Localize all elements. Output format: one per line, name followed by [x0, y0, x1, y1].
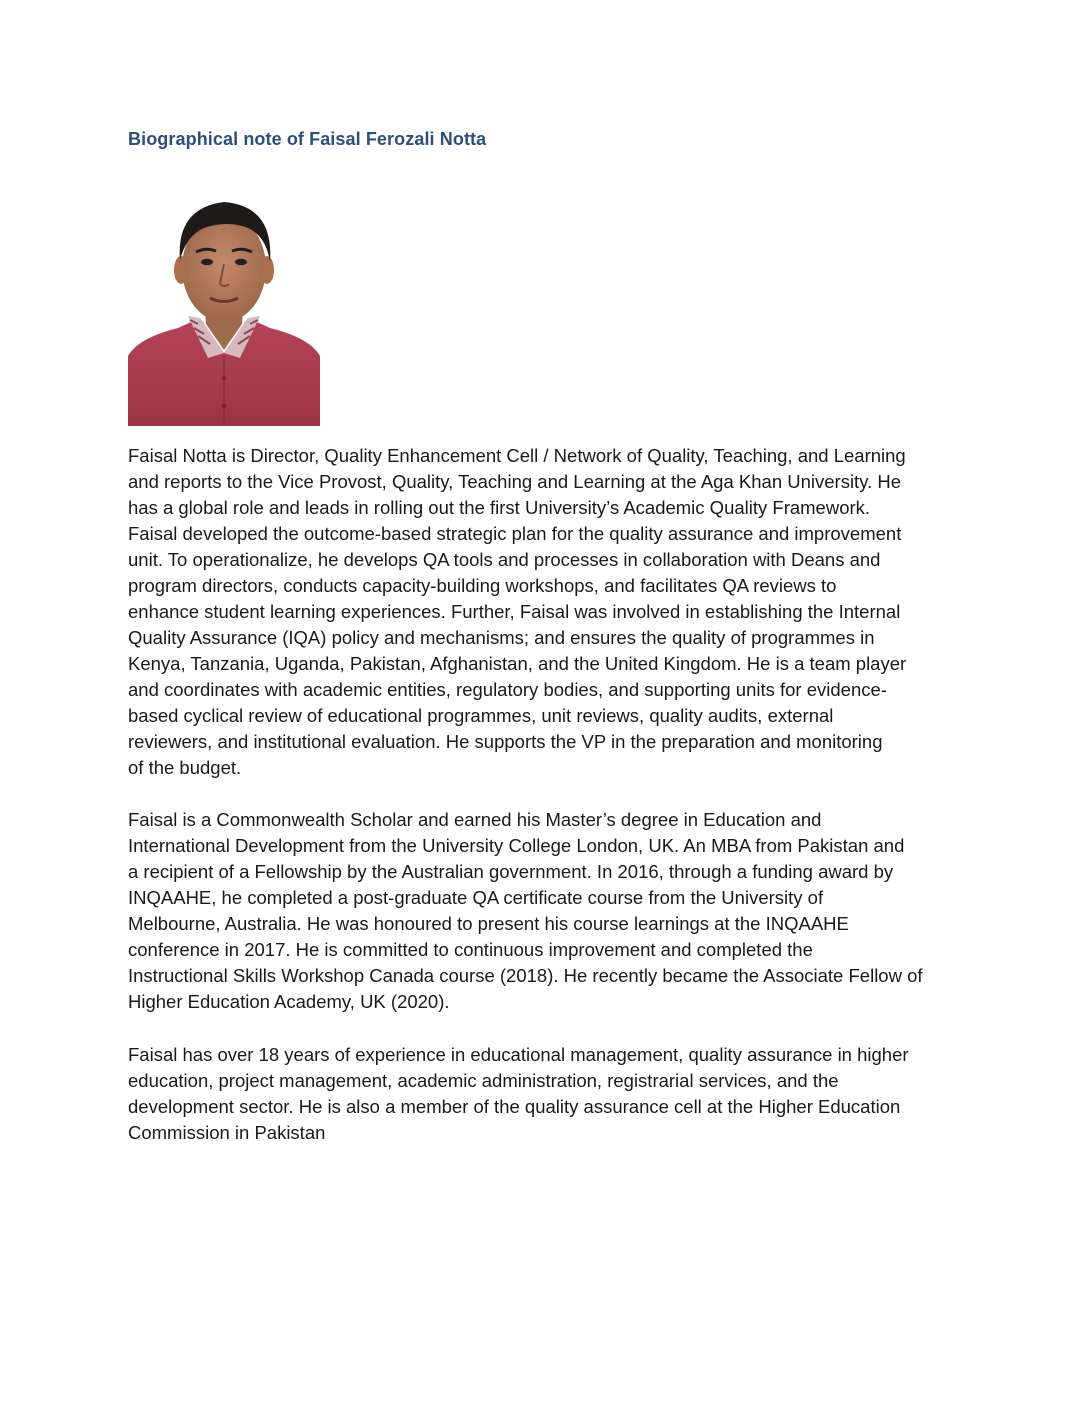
- text-line: Higher Education Academy, UK (2020).: [128, 991, 450, 1012]
- text-line: Instructional Skills Workshop Canada course (2018). He recently became the Associate Fellow of: [128, 965, 923, 986]
- text-line: enhance student learning experiences. Further, Faisal was involved in establishing the Internal: [128, 601, 901, 622]
- text-line: and reports to the Vice Provost, Quality, Teaching and Learning at the Aga Khan University. He: [128, 471, 902, 492]
- text-line: of the budget.: [128, 757, 242, 778]
- text-line: a recipient of a Fellowship by the Australian government. In 2016, through a funding award by: [128, 861, 894, 882]
- bio-paragraph-experience: [128, 1042, 964, 1146]
- text-line: Quality Assurance (IQA) policy and mechanisms; and ensures the quality of programmes in: [128, 627, 875, 648]
- text-line: Faisal has over 18 years of experience in educational management, quality assurance in higher: [128, 1044, 909, 1065]
- bio-paragraph-role: [128, 443, 964, 781]
- text-line: Faisal Notta is Director, Quality Enhancement Cell / Network of Quality, Teaching, and Learning: [128, 445, 906, 466]
- text-line: Faisal developed the outcome-based strategic plan for the quality assurance and improvement: [128, 523, 902, 544]
- text-line: INQAAHE, he completed a post-graduate QA certificate course from the University of: [128, 887, 824, 908]
- text-line: unit. To operationalize, he develops QA tools and processes in collaboration with Deans and: [128, 549, 881, 570]
- text-line: education, project management, academic administration, registrarial services, and the: [128, 1070, 839, 1091]
- text-line: Commission in Pakistan: [128, 1122, 326, 1143]
- text-line: Faisal is a Commonwealth Scholar and earned his Master’s degree in Education and: [128, 809, 822, 830]
- portrait-photo: [128, 178, 320, 426]
- text-line: has a global role and leads in rolling out the first University’s Academic Quality Framework.: [128, 497, 871, 518]
- text-line: and coordinates with academic entities, regulatory bodies, and supporting units for evidence-: [128, 679, 887, 700]
- text-line: Kenya, Tanzania, Uganda, Pakistan, Afghanistan, and the United Kingdom. He is a team player: [128, 653, 907, 674]
- text-line: reviewers, and institutional evaluation. He supports the VP in the preparation and monitoring: [128, 731, 883, 752]
- text-line: development sector. He is also a member of the quality assurance cell at the Higher Education: [128, 1096, 901, 1117]
- text-line: based cyclical review of educational programmes, unit reviews, quality audits, external: [128, 705, 834, 726]
- text-line: conference in 2017. He is committed to continuous improvement and completed the: [128, 939, 813, 960]
- text-line: Melbourne, Australia. He was honoured to present his course learnings at the INQAAHE: [128, 913, 849, 934]
- bio-paragraph-education: [128, 807, 964, 1015]
- text-line: International Development from the University College London, UK. An MBA from Pakistan and: [128, 835, 905, 856]
- text-line: program directors, conducts capacity-building workshops, and facilitates QA reviews to: [128, 575, 837, 596]
- document-title: Biographical note of Faisal Ferozali Notta: [128, 129, 487, 149]
